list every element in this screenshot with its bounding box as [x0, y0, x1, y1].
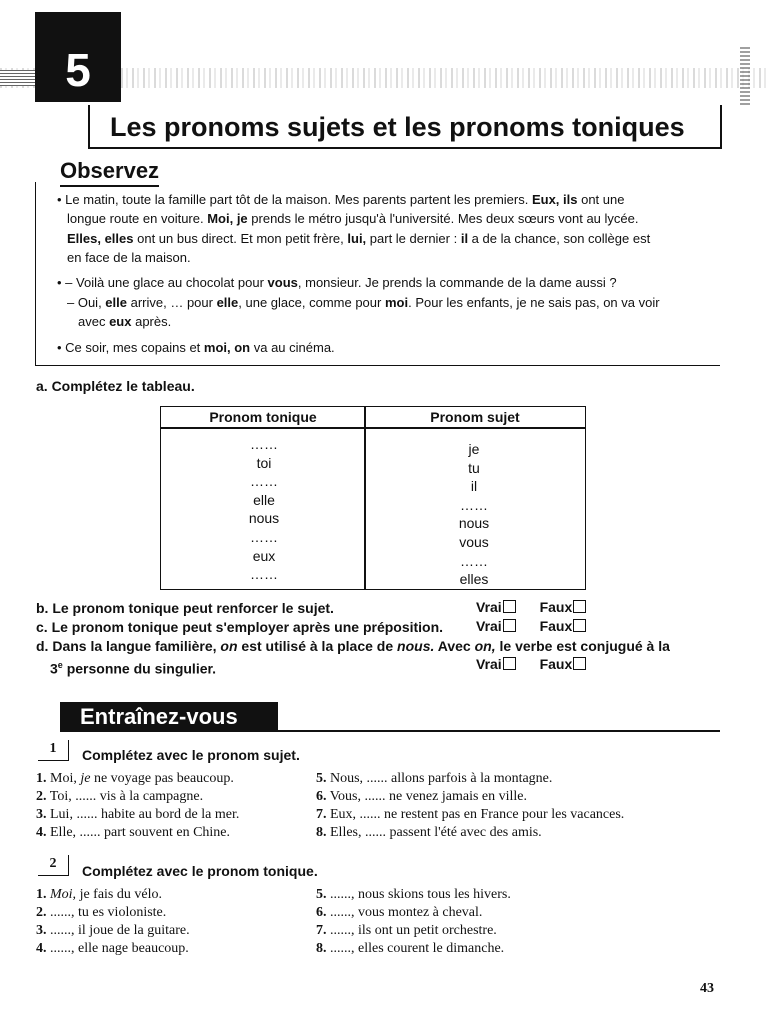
faux-checkbox[interactable] — [573, 657, 586, 670]
text-run: arrive, … pour — [126, 295, 217, 310]
bold-text: lui, — [347, 231, 367, 246]
header-decoration-left — [0, 70, 35, 86]
vrai-faux-b — [476, 599, 586, 615]
bold-text: Eux, ils — [531, 192, 578, 207]
exercise-2-col2 — [316, 886, 511, 958]
text-run: Vous, ...... ne venez jamais en ville. — [326, 789, 527, 804]
table-cell: il — [470, 478, 478, 495]
faux-checkbox[interactable] — [573, 600, 586, 613]
exercise-item — [316, 886, 511, 904]
observez-line — [57, 338, 335, 358]
table-header-tonique: Pronom tonique — [209, 409, 317, 425]
table-cell: …… — [460, 552, 488, 569]
text-run: Elles, ...... passent l'été avec des amis. — [326, 825, 542, 840]
italic-text: Moi, — [50, 887, 77, 902]
faux-label: Faux — [539, 599, 573, 615]
bold-text: elle — [216, 295, 239, 310]
text-run: ......, vous montez à cheval. — [326, 905, 483, 920]
text-run: a de la chance, son collège est — [468, 231, 651, 246]
text-run: Elle, ...... part souvent en Chine. — [46, 825, 231, 840]
item-number: 2. — [36, 789, 47, 804]
entrainez-rule — [60, 730, 720, 732]
exercise-item — [316, 940, 511, 958]
text-run: Lui, ...... habite au bord de la mer. — [46, 807, 240, 822]
table-cell: …… — [250, 528, 278, 545]
text-run: Nous, ...... allons parfois à la montagne. — [326, 771, 553, 786]
text-run: • Ce soir, mes copains et — [57, 340, 204, 355]
statement-b: b. Le pronom tonique peut renforcer le sujet. — [36, 600, 334, 616]
item-number: 6. — [316, 789, 327, 804]
bold-text: elle — [105, 295, 127, 310]
table-cell: …… — [250, 566, 278, 583]
table-cell: toi — [256, 454, 272, 471]
text-run: ......, ils ont un petit orchestre. — [326, 923, 497, 938]
item-number: 5. — [316, 887, 327, 902]
table-cell: je — [468, 441, 480, 457]
text-run: ont un bus direct. Et mon petit frère, — [133, 231, 348, 246]
header-decoration-right — [740, 45, 750, 105]
item-number: 8. — [316, 825, 327, 840]
text-run: va au cinéma. — [250, 340, 335, 355]
chapter-number: 5 — [65, 44, 91, 96]
item-number: 8. — [316, 941, 327, 956]
item-number: 3. — [36, 923, 47, 938]
table-cell: tu — [468, 459, 480, 476]
table-header-rule — [160, 427, 586, 429]
text-run: ......, elles courent le dimanche. — [326, 941, 505, 956]
text-run: part le dernier : — [366, 231, 461, 246]
text-run: , une glace, comme pour — [238, 295, 385, 310]
exercise-2-col1 — [36, 886, 190, 958]
observez-line — [57, 190, 624, 210]
text-run: d. Dans la langue familière, — [36, 638, 221, 654]
text-run: après. — [131, 314, 172, 329]
table-cell: nous — [248, 510, 280, 527]
exercise-1-col1 — [36, 770, 239, 842]
item-number: 1. — [36, 771, 47, 786]
bold-text: Elles, elles — [67, 231, 134, 246]
vrai-faux-c — [476, 618, 586, 634]
text-run: Avec — [434, 638, 475, 654]
exercise-item — [316, 922, 511, 940]
exercise-item — [36, 904, 190, 922]
exercise-item — [36, 788, 239, 806]
vrai-label: Vrai — [476, 618, 502, 634]
table-cell: elles — [459, 571, 489, 588]
exercise-item — [36, 806, 239, 824]
entrainez-heading: Entraînez-vous — [80, 704, 238, 729]
exercise-2-instruction: Complétez avec le pronom tonique. — [82, 863, 318, 879]
table-divider — [364, 406, 366, 590]
page-title: Les pronoms sujets et les pronoms toniques — [110, 112, 685, 142]
faux-label: Faux — [539, 618, 573, 634]
item-number: 2. — [36, 905, 47, 920]
exercise-item — [316, 806, 624, 824]
italic-text: je — [80, 771, 91, 786]
table-cell: elle — [253, 491, 275, 508]
bold-text: Moi, je — [207, 211, 248, 226]
statement-c: c. Le pronom tonique peut s'employer après une préposition. — [36, 619, 444, 635]
italic-text: nous. — [397, 638, 435, 654]
exercise-2-number: 2 — [38, 855, 69, 876]
text-run: Toi, ...... vis à la campagne. — [46, 789, 204, 804]
exercise-1-instruction: Complétez avec le pronom sujet. — [82, 747, 300, 763]
item-number: 4. — [36, 825, 47, 840]
faux-checkbox[interactable] — [573, 619, 586, 632]
vrai-checkbox[interactable] — [503, 657, 516, 670]
table-cell: vous — [459, 533, 489, 550]
table-cell: …… — [460, 496, 488, 513]
text-run: • Le matin, toute la famille part tôt de la maison. Mes parents partent les premiers. — [57, 192, 532, 207]
exercise-item — [36, 940, 190, 958]
exercise-1-col2 — [316, 770, 624, 842]
item-number: 7. — [316, 923, 327, 938]
text-run: . Pour les enfants, je ne sais pas, on va voir — [408, 295, 660, 310]
item-number: 1. — [36, 887, 47, 902]
item-number: 4. — [36, 941, 47, 956]
question-a: a. Complétez le tableau. — [36, 378, 195, 394]
exercise-item — [316, 788, 624, 806]
exercise-item — [316, 904, 511, 922]
text-run: ne voyage pas beaucoup. — [90, 771, 234, 786]
text-run: ......, nous skions tous les hivers. — [326, 887, 511, 902]
observez-line — [67, 209, 638, 229]
exercise-item — [316, 770, 624, 788]
text-run: avec — [78, 314, 110, 329]
text-run: je fais du vélo. — [76, 887, 162, 902]
observez-line — [57, 273, 617, 293]
table-col-sujet — [374, 440, 574, 589]
faux-label: Faux — [539, 656, 573, 672]
text-run: – Oui, — [67, 295, 106, 310]
table-col-tonique — [164, 435, 364, 584]
exercise-1-number: 1 — [38, 740, 69, 761]
vrai-checkbox[interactable] — [503, 600, 516, 613]
table-header-sujet: Pronom sujet — [430, 409, 520, 425]
text-run: longue route en voiture. — [67, 211, 208, 226]
item-number: 3. — [36, 807, 47, 822]
table-cell: nous — [458, 515, 490, 532]
vrai-label: Vrai — [476, 599, 502, 615]
vrai-label: Vrai — [476, 656, 502, 672]
observez-line — [67, 229, 650, 249]
text-run: en face de la maison. — [67, 250, 191, 265]
text-run: ......, tu es violoniste. — [46, 905, 167, 920]
item-number: 5. — [316, 771, 327, 786]
text-run: , monsieur. Je prends la commande de la dame aussi ? — [297, 275, 617, 290]
text-run: est utilisé à la place de — [237, 638, 398, 654]
text-run: ......, il joue de la guitare. — [46, 923, 190, 938]
text-run: • – Voilà une glace au chocolat pour — [57, 275, 268, 290]
text-run: ......, elle nage beaucoup. — [46, 941, 189, 956]
observez-line — [67, 293, 660, 313]
italic-text: on — [220, 638, 238, 654]
text-run: Eux, ...... ne restent pas en France pour les vacances. — [326, 807, 625, 822]
exercise-item — [36, 824, 239, 842]
statement-d-cont: 3e personne du singulier. — [50, 660, 217, 677]
statement-d — [36, 637, 670, 656]
table-cell: …… — [250, 473, 278, 490]
bold-text: vous — [267, 275, 298, 290]
item-number: 6. — [316, 905, 327, 920]
exercise-item — [36, 770, 239, 788]
bold-text: moi, on — [203, 340, 251, 355]
table-cell: eux — [252, 547, 276, 564]
vrai-faux-d — [476, 656, 586, 672]
observez-line — [78, 312, 171, 332]
bold-text: eux — [109, 314, 132, 329]
item-number: 7. — [316, 807, 327, 822]
exercise-item — [316, 824, 624, 842]
exercise-item — [36, 922, 190, 940]
table-cell: …… — [250, 436, 278, 452]
bold-text: moi — [384, 295, 409, 310]
exercise-item — [36, 886, 190, 904]
text-run: prends le métro jusqu'à l'université. Mes deux sœurs vont au lycée. — [247, 211, 639, 226]
text-run: le verbe est conjugué à la — [495, 638, 670, 654]
vrai-checkbox[interactable] — [503, 619, 516, 632]
page-number: 43 — [700, 981, 714, 996]
text-run: ont une — [577, 192, 625, 207]
observez-heading: Observez — [60, 157, 159, 187]
italic-text: on, — [474, 638, 496, 654]
text-run: Moi, — [46, 771, 81, 786]
observez-line — [67, 248, 191, 268]
bold-text: il — [460, 231, 469, 246]
